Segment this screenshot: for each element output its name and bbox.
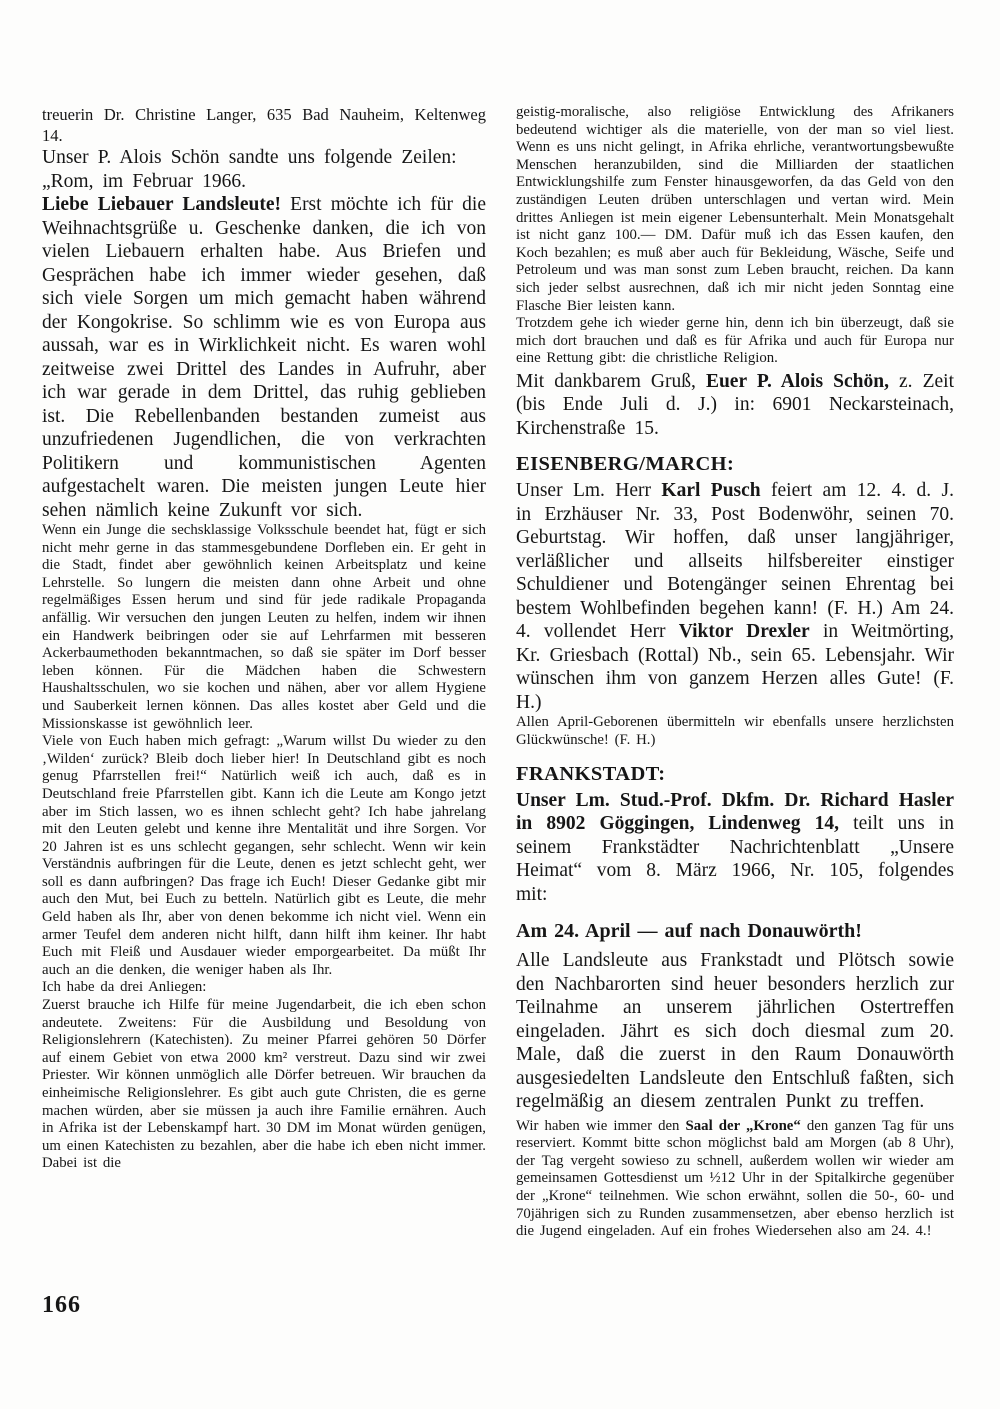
- letter-small-paragraph-1: Wenn ein Junge die sechsklassige Volksschule beendet hat, fügt er sich nicht mehr gerne in das stammesgebundene Dorfleben ein. Er geht in die Stadt, findet aber gewöhnlich keinen Arbeitsplatz und keine Lehrstelle. So lungern die meisten dann ohne Arbeit und ohne regelmäßiges Essen herum und sind für jede radikale Propaganda anfällig. Wir versuchen den jungen Leuten zu helfen, indem wir ihnen ein Handwerk beibringen oder sie auf Lehrfarmen mit besseren Ackerbaumethoden bekanntmachen, so daß sie später im Dorf besser leben können. Für die Mädchen haben die Schwestern Haushaltsschulen, wo sie kochen und nähen, aber vor allem Hygiene und Sauberkeit lernen können. Das alles kostet aber Geld und die Missionskasse ist gewöhnlich leer.: [42, 522, 486, 732]
- letter-body-paragraph: [42, 193, 486, 522]
- krone-text-2: den ganzen Tag für uns reserviert. Kommt bitte schon möglichst bald am Morgen (ab 8 Uhr), der Tag vergeht sowieso zu schnell, außerdem wollen wir wieder am gemeinsamen Gottesdienst um ½12 Uhr in der Spitalkirche gegenüber der „Krone“ teilnehmen. Wie schon erwähnt, sollen die 50-, 60- und 70jährigen sich zu Runden zusammensetzen, aber ebenso herzlich ist die Jugend eingeladen. Auf ein frohes Wiedersehen also am 24. 4.!: [516, 1117, 954, 1240]
- eisenberg-text-2: feiert am 12. 4. d. J. in Erzhäuser Nr. 33, Post Bodenwöhr, seinen 70. Geburtstag. Wir hoffen, daß unser langjähriger, verläßlicher und allseits hilfsbereiter einstiger Schuldiener und Botengänger seinen Ehrentag bei bestem Wohlbefinden begehen kann! (F. H.) Am 24. 4. vollendet Herr: [516, 480, 954, 643]
- closing-address: z. Zeit (bis Ende Juli d. J.) in: 6901 Neckarsteinach, Kirchenstraße 15.: [516, 370, 955, 439]
- letter-small-paragraph-3: Ich habe da drei Anliegen:: [42, 979, 207, 996]
- continuation-paragraph: treuerin Dr. Christine Langer, 635 Bad Nauheim, Keltenweg 14.: [42, 105, 486, 145]
- right-column: [516, 104, 954, 1241]
- section-heading-eisenberg: EISENBERG/MARCH:: [516, 453, 735, 476]
- eisenberg-small-note: Allen April-Geborenen übermitteln wir ebenfalls unsere herzlichsten Glückwünsche! (F. H.): [516, 714, 954, 748]
- letter-small-paragraph-6: Trotzdem gehe ich wieder gerne hin, denn ich bin überzeugt, daß sie mich dort brauchen und daß es für Afrika und auch für Europa nur eine Rettung gibt: die christliche Religion.: [516, 315, 954, 367]
- frankstadt-bold-lead: Unser Lm. Stud.-Prof. Dkfm. Dr. Richard Hasler in 8902 Göggingen, Lindenweg 14,: [516, 789, 954, 835]
- closing-greeting: Mit dankbarem Gruß,: [516, 370, 706, 392]
- letter-intro: Unser P. Alois Schön sandte uns folgende Zeilen:: [42, 147, 457, 168]
- eisenberg-text-1: Unser Lm. Herr: [516, 480, 662, 502]
- krone-small-paragraph: [516, 1118, 954, 1241]
- eisenberg-name-viktor-drexler: Viktor Drexler: [678, 621, 810, 643]
- donauwoerth-paragraph: Alle Landsleute aus Frankstadt und Plötsch sowie den Nachbarorten sind heuer besonders herzlich zur Teilnahme an unserem jährlichen Ostertreffen eingeladen. Jährt es sich doch diesmal zum 20. Male, daß die zuerst in den Raum Donauwörth ausgesiedelten Landsleute den Entschluß faßten, sich regelmäßig an diesem zentralen Punkt zu treffen.: [516, 950, 954, 1113]
- krone-text-1: Wir haben wie immer den: [516, 1117, 686, 1134]
- letter-closing-paragraph: [516, 370, 954, 441]
- letter-body-text: Erst möchte ich für die Weihnachtsgrüße u. Geschenke danken, die ich von vielen Liebauern erhalten habe. Aus Briefen und Gesprächen habe ich immer wieder gesehen, daß sich viele Sorgen um mich gemacht haben während der Kongokrise. So schlimm wie es von Europa aus aussah, war es in Wirklichkeit nicht. Es waren wohl zeitweise zwei Drittel des Landes in Aufruhr, aber ich war gerade in dem Drittel, das ruhig geblieben ist. Die Rebellenbanden bestanden zumeist aus unzufriedenen Jugendlichen, die von verkrachten Politikern und kommunistischen Agenten aufgestachelt waren. Die meisten jungen Leute hier sehen nämlich keine Zukunft vor sich.: [42, 194, 487, 521]
- subheading-donauwoerth: Am 24. April — auf nach Donauwörth!: [516, 920, 862, 943]
- frankstadt-paragraph: [516, 789, 954, 907]
- letter-small-paragraph-4: Zuerst brauche ich Hilfe für meine Jugendarbeit, die ich eben schon andeutete. Zweitens: Für die Ausbildung und Besoldung von Religionslehrern (Katechisten). Zu meiner Pfarrei gehören 50 Dörfer auf einem Gebiet von etwa 2000 km² verstreut. Dazu sind wir zwei Priester. Wir können unmöglich alle Dörfer betreuen. Wir brauchen da einheimische Religionslehrer. Es gibt auch gute Christen, die es gerne machen würden, aber sie müssen ja auch ihre Familie ernähren. Auch in Afrika ist der Lebenskampf hart. 30 DM im Monat würden genügen, um einen Katechisten zu bezahlen, aber die habe ich eben nicht immer. Dabei ist die: [42, 997, 486, 1172]
- letter-dateline: „Rom, im Februar 1966.: [42, 170, 247, 192]
- frankstadt-text: teilt uns in seinem Frankstädter Nachrichtenblatt „Unsere Heimat“ vom 8. März 1966, Nr. 105, folgendes mit:: [516, 813, 954, 905]
- letter-salutation: Liebe Liebauer Landsleute!: [42, 194, 281, 215]
- letter-small-paragraph-5: geistig-moralische, also religiöse Entwicklung des Afrikaners bedeutend wichtiger als die materielle, von der man so viel liest. Wenn es uns nicht gelingt, in Afrika ehrliche, verantwortungsbewußte Menschen heranzubilden, sind die Milliarden der staatlichen Entwicklungshilfe zum Fenster hinausgeworfen, da das Geld von den zuständigen Leuten drüben unterschlagen und vertan wird. Mein drittes Anliegen ist mein eigener Lebensunterhalt. Mein Monatsgehalt ist nicht ganz 100.— DM. Dafür muß ich das Essen kaufen, den Koch bezahlen; es muß aber auch für Bekleidung, Wäsche, Seife und Petroleum und was man sonst zum Leben braucht, reichen. Da kann sich jeder selbst ausrechnen, daß ich mir nicht jeden Sonntag eine Flasche Bier leisten kann.: [516, 104, 954, 314]
- left-column: [42, 104, 486, 1241]
- eisenberg-paragraph: [516, 479, 954, 714]
- eisenberg-text-3: in Weitmörting, Kr. Griesbach (Rottal) Nb., sein 65. Lebensjahr. Wir wünschen ihm von ganzem Herzen alles Gute! (F. H.): [516, 621, 954, 713]
- section-heading-frankstadt: FRANKSTADT:: [516, 762, 666, 785]
- eisenberg-name-karl-pusch: Karl Pusch: [661, 480, 761, 502]
- page-number: 166: [42, 1292, 81, 1318]
- closing-signature: Euer P. Alois Schön,: [705, 370, 889, 392]
- krone-bold: Saal der „Krone“: [685, 1117, 801, 1134]
- letter-small-paragraph-2: Viele von Euch haben mich gefragt: „Warum willst Du wieder zu den ‚Wilden‘ zurück? Bleib doch lieber hier! In Deutschland gibt es noch genug Pfarrstellen frei!“ Natürlich weiß ich auch, daß es in Deutschland freie Pfarrstellen gibt. Kann ich die Leute am Kongo jetzt aber im Stich lassen, wo es ihnen schlecht geht? Ich habe jahrelang mit den Leuten gelebt und kenne ihre Mentalität und ihre Sorgen. Vor 20 Jahren ist es uns schlecht gegangen, sehr schlecht. Wenn wir kein Verständnis aufbringen für die Leute, denen es jetzt schlecht geht, wer soll es dann aufbringen? Das frage ich Euch! Dieser Gedanke gibt mir auch den Mut, bei Euch zu betteln. Natürlich gibt es Leute, die mehr Geld haben als Ihr, aber von denen bekomme ich nicht viel. Wenn ein armer Teufel dem anderen nicht hilft, dann hilft ihm keiner. Ihr habt Euch mit Fleiß und Ausdauer wieder emporgearbeitet. Da müßt Ihr auch an die denken, die weniger haben als Ihr.: [42, 733, 486, 978]
